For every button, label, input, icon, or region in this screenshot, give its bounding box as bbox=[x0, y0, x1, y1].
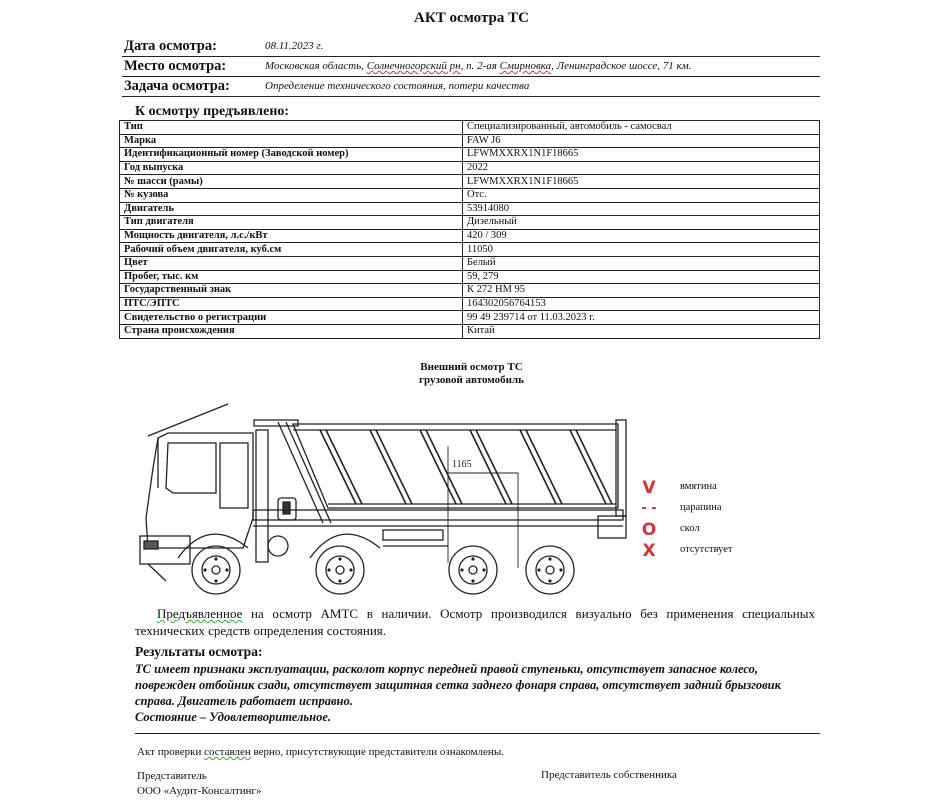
spec-key: Свидетельство о регистрации bbox=[120, 311, 463, 325]
spec-key: № шасси (рамы) bbox=[120, 175, 463, 189]
condition-text: Состояние – Удовлетворительное. bbox=[135, 710, 331, 724]
results-text: ТС имеет признаки эксплуатации, расколот корпус передней правой ступеньки, отсутствует запасное колесо, поврежден отбойник сзади, отсутствует защитная сетка заднего фонаря справа, отсутствует задний брызговик справа. Двигатель работает исправно. bbox=[135, 662, 781, 708]
results-title: Результаты осмотра: bbox=[135, 644, 263, 659]
document-title: АКТ осмотра ТС bbox=[414, 10, 529, 26]
legend-label: царапина bbox=[680, 502, 722, 513]
missing-symbol-icon: X bbox=[642, 541, 656, 561]
scheme-title-line1: Внешний осмотр ТС bbox=[420, 361, 523, 373]
spec-value: Белый bbox=[463, 256, 820, 270]
scheme-title bbox=[0, 361, 943, 387]
representative-title: Представитель bbox=[137, 770, 207, 782]
spec-key: Государственный знак bbox=[120, 284, 463, 298]
table-row bbox=[120, 121, 820, 135]
representative-company: ООО «Аудит-Консалтинг» bbox=[137, 785, 262, 797]
table-row bbox=[120, 311, 820, 325]
place-value bbox=[265, 60, 691, 72]
table-row bbox=[120, 148, 820, 162]
dent-symbol-icon: V bbox=[642, 478, 656, 498]
spec-key: Мощность двигателя, л.с./кВт bbox=[120, 229, 463, 243]
legend-label: вмятина bbox=[680, 481, 717, 492]
spec-value: LFWMXXRX1N1F18665 bbox=[463, 175, 820, 189]
footer-part: Акт проверки bbox=[137, 746, 205, 758]
place-district: Солнечногорский рн bbox=[366, 60, 461, 72]
footer-part: верно, присутствующие представители ознакомлены. bbox=[250, 746, 504, 758]
place-part: , п. 2-ая bbox=[460, 60, 500, 72]
paragraph-first-word: Предъявленное bbox=[157, 606, 243, 621]
spec-key: Страна происхождения bbox=[120, 324, 463, 338]
spec-value: FAW J6 bbox=[463, 134, 820, 148]
spec-key: Марка bbox=[120, 134, 463, 148]
spec-value: 164302056764153 bbox=[463, 297, 820, 311]
task-label: Задача осмотра: bbox=[124, 78, 230, 94]
date-label: Дата осмотра: bbox=[124, 38, 217, 54]
place-part: Московская область, bbox=[265, 60, 367, 72]
footer-part: составлен bbox=[204, 746, 251, 758]
header-row-place bbox=[122, 57, 820, 77]
legend-label: скол bbox=[680, 523, 700, 534]
spec-key: Идентификационный номер (Заводской номер) bbox=[120, 148, 463, 162]
spec-key: № кузова bbox=[120, 188, 463, 202]
spec-value: 99 49 239714 от 11.03.2023 г. bbox=[463, 311, 820, 325]
representative-owner: Представитель собственника bbox=[541, 769, 677, 781]
paragraph-rest: на осмотр АМТС в наличии. Осмотр производился визуально без применения специальных технических средств определения состояния. bbox=[135, 606, 815, 638]
spec-key: Двигатель bbox=[120, 202, 463, 216]
table-row bbox=[120, 229, 820, 243]
table-row bbox=[120, 270, 820, 284]
spec-value: 53914080 bbox=[463, 202, 820, 216]
legend-dent bbox=[640, 478, 770, 498]
table-row bbox=[120, 202, 820, 216]
spec-key: Год выпуска bbox=[120, 161, 463, 175]
spec-value: 11050 bbox=[463, 243, 820, 257]
spec-value: Специализированный, автомобиль - самосвал bbox=[463, 121, 820, 135]
results-body bbox=[135, 661, 820, 725]
spec-value: Отс. bbox=[463, 188, 820, 202]
spec-key: Рабочий объем двигателя, куб.см bbox=[120, 243, 463, 257]
header-row-task bbox=[122, 77, 820, 97]
task-value: Определение технического состояния, потери качества bbox=[265, 80, 530, 92]
footer-note bbox=[137, 746, 504, 758]
spec-value: Дизельный bbox=[463, 216, 820, 230]
spec-key: Тип bbox=[120, 121, 463, 135]
inspection-paragraph bbox=[135, 605, 815, 639]
table-row bbox=[120, 256, 820, 270]
legend-scratch bbox=[640, 499, 770, 519]
spec-key: Цвет bbox=[120, 256, 463, 270]
dimension-label: 1165 bbox=[452, 459, 472, 470]
spec-key: Пробег, тыс. км bbox=[120, 270, 463, 284]
truck-diagram bbox=[128, 398, 648, 598]
header-row-date bbox=[122, 37, 820, 57]
date-value: 08.11.2023 г. bbox=[265, 40, 324, 52]
spec-value: 420 / 309 bbox=[463, 229, 820, 243]
representative-left bbox=[137, 769, 262, 799]
legend-label: отсутствует bbox=[680, 544, 733, 555]
table-row bbox=[120, 324, 820, 338]
chip-symbol-icon: O bbox=[641, 520, 657, 540]
place-part: , Ленинградское шоссе, 71 км. bbox=[551, 60, 692, 72]
table-row bbox=[120, 188, 820, 202]
place-label: Место осмотра: bbox=[124, 58, 227, 74]
presented-title: К осмотру предъявлено: bbox=[135, 104, 290, 119]
place-village: Смирновка bbox=[499, 60, 552, 72]
spec-value: LFWMXXRX1N1F18665 bbox=[463, 148, 820, 162]
table-row bbox=[120, 175, 820, 189]
spec-key: Тип двигателя bbox=[120, 216, 463, 230]
spec-value: 2022 bbox=[463, 161, 820, 175]
scratch-symbol-icon: - - bbox=[641, 501, 657, 516]
spec-value: К 272 НМ 95 bbox=[463, 284, 820, 298]
legend-chip bbox=[640, 520, 770, 540]
scheme-title-line2: грузовой автомобиль bbox=[419, 374, 524, 386]
table-row bbox=[120, 284, 820, 298]
table-row bbox=[120, 243, 820, 257]
table-row bbox=[120, 297, 820, 311]
legend-missing bbox=[640, 541, 770, 561]
specs-table bbox=[119, 120, 820, 339]
table-row bbox=[120, 161, 820, 175]
spec-key: ПТС/ЭПТС bbox=[120, 297, 463, 311]
results-divider bbox=[135, 733, 820, 734]
spec-value: Китай bbox=[463, 324, 820, 338]
spec-value: 59, 279 bbox=[463, 270, 820, 284]
table-row bbox=[120, 134, 820, 148]
table-row bbox=[120, 216, 820, 230]
